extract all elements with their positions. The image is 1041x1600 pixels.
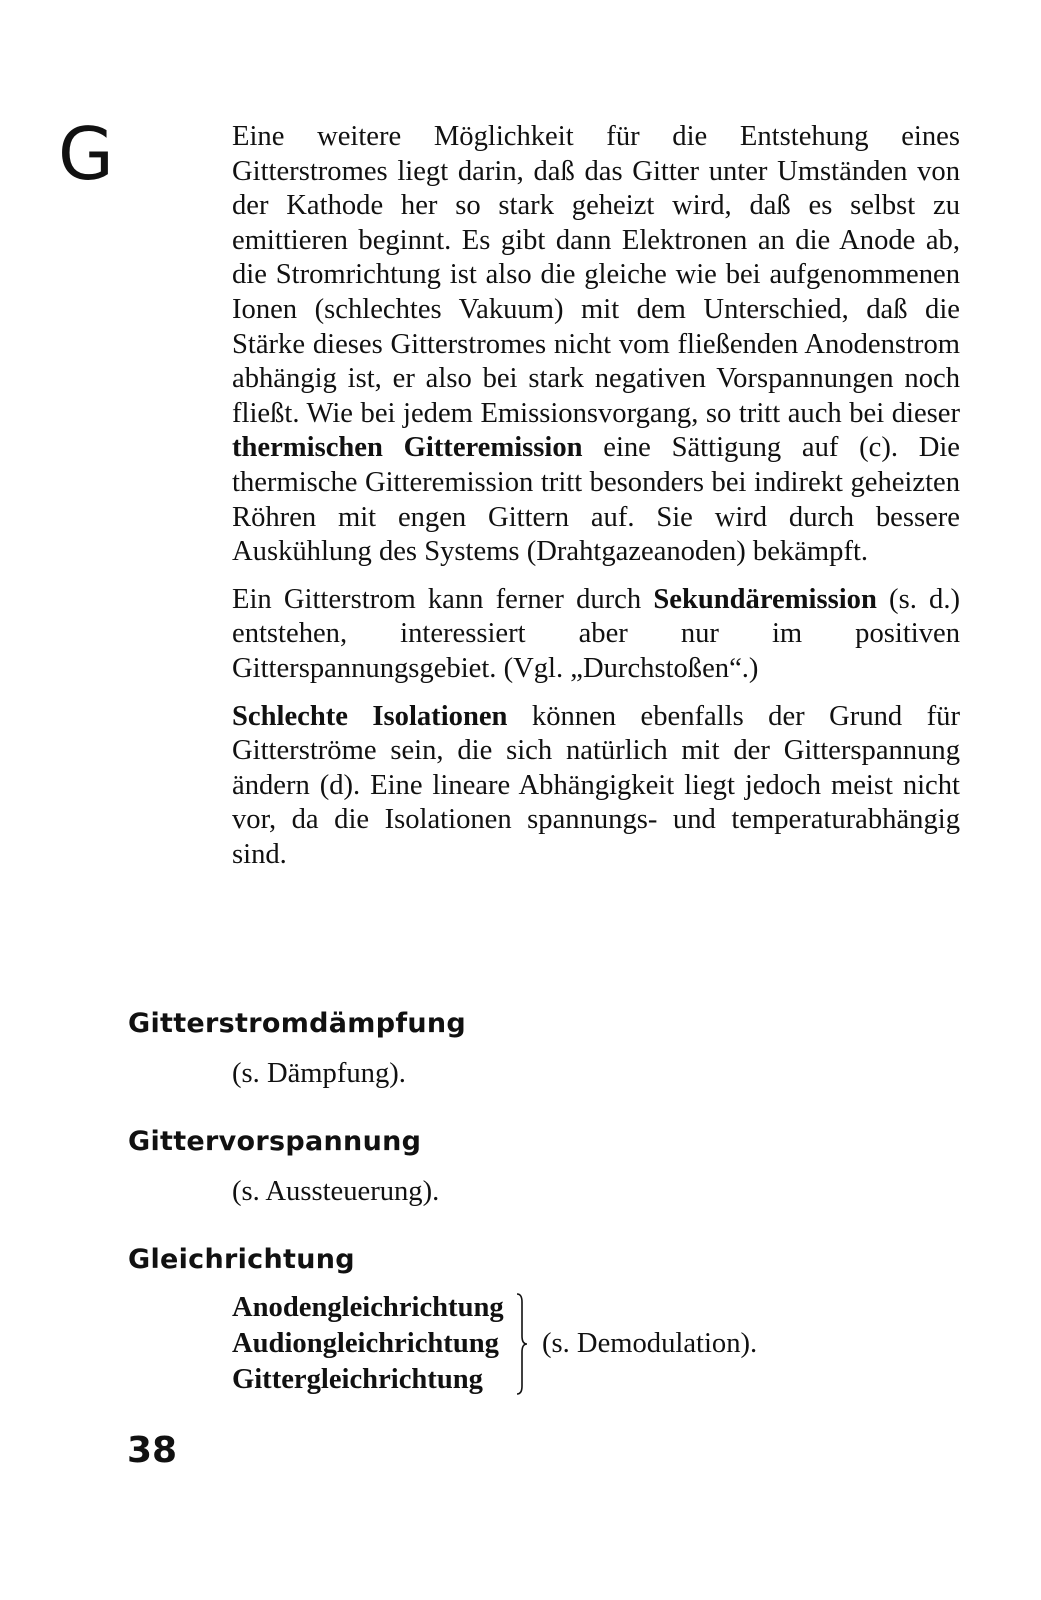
right-brace-icon — [515, 1292, 529, 1396]
section-letter: G — [58, 112, 114, 196]
subentry-gittergleichrichtung: Gittergleichrichtung — [232, 1364, 483, 1395]
paragraph-text: können ebenfalls der Grund für Gitterströme sein, die sich natürlich mit der Gitterspannung ändern (d). Eine lineare Abhängigkeit liegt jedoch meist nicht vor, da die Isolationen spannungs- und temperaturabhängig sind. — [232, 700, 960, 870]
entry-reference-daempfung: (s. Dämpfung). — [232, 1058, 406, 1089]
paragraph-secondary-emission — [232, 583, 960, 687]
paragraph-thermal-emission — [232, 120, 960, 570]
entry-heading-gleichrichtung: Gleichrichtung — [128, 1244, 355, 1275]
entry-reference-aussteuerung: (s. Aussteuerung). — [232, 1176, 440, 1207]
paragraph-text: Ein Gitterstrom kann ferner durch — [232, 583, 654, 615]
paragraph-text: eine Sättigung auf (c). Die thermische Gitteremission tritt besonders bei indirekt geheizten Röhren mit engen Gittern auf. Sie wird durch bessere Auskühlung des Systems (Drahtgazeanoden) bekämpft. — [232, 432, 960, 568]
subentry-list — [232, 1290, 504, 1398]
entry-heading-gitterstromdaempfung: Gitterstromdämpfung — [128, 1008, 467, 1039]
subentry-reference-demodulation: (s. Demodulation). — [541, 1328, 758, 1359]
entry-heading-gittervorspannung: Gittervorspannung — [128, 1126, 422, 1157]
term-schlechte-isolationen: Schlechte Isolationen — [232, 700, 508, 732]
subentry-audiongleichrichtung: Audiongleichrichtung — [232, 1328, 499, 1359]
paragraph-text: Eine weitere Möglichkeit für die Entstehung eines Gitterstromes liegt darin, daß das Gitter unter Umständen von der Kathode her so stark geheizt wird, daß es selbst zu emittieren beginnt. Es gibt dann Elektronen an die Anode ab, die Stromrichtung ist also die gleiche wie bei aufgenommenen Ionen (schlechtes Vakuum) mit dem Unterschied, daß die Stärke dieses Gitterstromes nicht vom fließenden Anodenstrom abhängig ist, er also bei stark negativen Vorspannungen noch fließt. Wie bei jedem Emissionsvorgang, so tritt auch bei dieser — [232, 121, 960, 429]
term-thermische-gitteremission: thermischen Gitteremission — [232, 432, 583, 464]
page-number: 38 — [127, 1430, 178, 1471]
paragraph-text: (s. d.) entstehen, interessiert aber nur im positiven Gitterspannungsgebiet. (Vgl. „Durchstoßen“.) — [232, 583, 960, 684]
subentry-anodengleichrichtung: Anodengleichrichtung — [232, 1292, 504, 1323]
gleichrichtung-subentries — [232, 1290, 757, 1398]
term-sekundaeremission: Sekundäremission — [653, 583, 877, 615]
main-text — [232, 120, 960, 885]
paragraph-isolation — [232, 700, 960, 873]
